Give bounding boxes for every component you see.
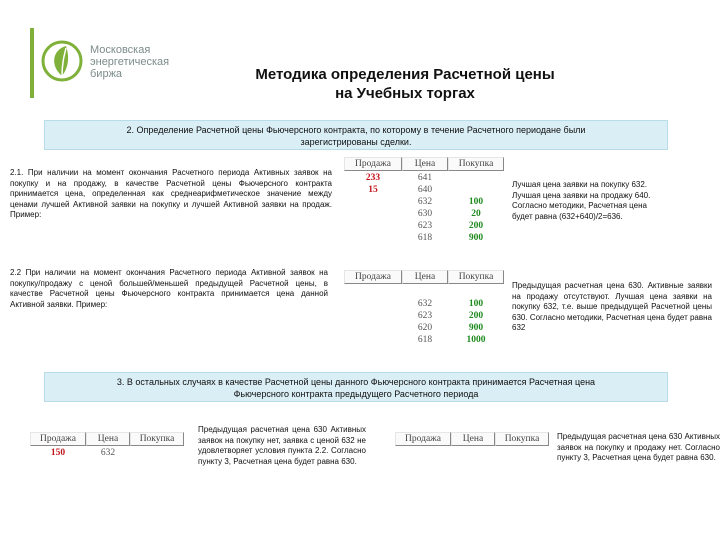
sell-value: 15 xyxy=(368,185,378,195)
buy-value: 1000 xyxy=(466,335,486,345)
case-3a-note: Предыдущая расчетная цена 630 Активных заявок на покупку нет, заявка с ценой 632 не удовлетворяет условия пункта 2.2. Согласно пункту 3, Расчетная цена будет равна 630. xyxy=(198,425,366,466)
price-value: 618 xyxy=(417,335,433,345)
price-value: 632 xyxy=(100,448,116,458)
buy-column xyxy=(448,298,504,346)
header-buy: Покупка xyxy=(448,270,504,284)
header-price: Цена xyxy=(86,432,130,446)
order-book-2-2 xyxy=(344,270,504,360)
buy-value: 900 xyxy=(468,323,484,333)
header-sell: Продажа xyxy=(344,270,402,284)
price-column xyxy=(402,172,448,244)
header-sell: Продажа xyxy=(395,432,451,446)
price-value: 623 xyxy=(417,221,433,231)
logo-text: Московская энергетическая биржа xyxy=(90,44,170,80)
header-buy: Покупка xyxy=(495,432,549,446)
buy-value: 200 xyxy=(468,311,484,321)
case-2-1-text: 2.1. При наличии на момент окончания Расчетного периода Активных заявок на покупку и на продажу, в качестве Расчетной цены Фьючерсного контракта принимается цена, определенная как среднеарифметическое значение между ценами лучшей Активной заявки на покупку и лучшей Активной заявки на продаж. Пример: xyxy=(10,168,332,219)
sell-column xyxy=(344,172,402,196)
case-2-2-text: 2.2 При наличии на момент окончания Расчетного периода Активной заявок на покупку/продажу с ценой большей/меньшей предыдущей Расчетной цены, в качестве Расчетной цены Фьючерсного контракта принимается цена данной Активной заявки. Пример: xyxy=(10,268,328,309)
buy-value: 20 xyxy=(471,209,481,219)
buy-value: 900 xyxy=(468,233,484,243)
price-value: 618 xyxy=(417,233,433,243)
price-value: 640 xyxy=(417,185,433,195)
header-price: Цена xyxy=(451,432,495,446)
order-book-3a xyxy=(30,432,184,468)
price-value: 630 xyxy=(417,209,433,219)
section-2-header: 2. Определение Расчетной цены Фьючерсного контракта, по которому в течение Расчетного периоданe были зарегистрированы сделки. xyxy=(44,120,668,150)
logo-accent-bar xyxy=(30,28,34,98)
section-3-header: 3. В остальных случаях в качестве Расчетной цены данного Фьючерсного контракта принимается Расчетная цена Фьючерсного контракта предыдущего Расчетного периода xyxy=(44,372,668,402)
sell-value: 233 xyxy=(365,173,381,183)
price-value: 641 xyxy=(417,173,433,183)
buy-value: 100 xyxy=(468,197,484,207)
exchange-logo xyxy=(30,28,202,98)
buy-value: 200 xyxy=(468,221,484,231)
price-value: 620 xyxy=(417,323,433,333)
price-value: 623 xyxy=(417,311,433,321)
header-buy: Покупка xyxy=(130,432,184,446)
header-sell: Продажа xyxy=(30,432,86,446)
price-value: 632 xyxy=(417,197,433,207)
order-book-2-1 xyxy=(344,157,504,257)
price-value: 632 xyxy=(417,299,433,309)
order-book-3b xyxy=(395,432,549,448)
header-sell: Продажа xyxy=(344,157,402,171)
case-3b-note: Предыдущая расчетная цена 630 Активных заявок на покупку и продажу нет. Согласно пункту 3, Расчетная цена будет равна 630. xyxy=(557,432,720,462)
buy-column xyxy=(448,196,504,244)
case-2-1-note: Лучшая цена заявки на покупку 632. Лучшая цена заявки на продажу 640. Согласно методики, Расчетная цена будет равна (632+640)/2=636. xyxy=(512,180,651,221)
page-title: Методика определения Расчетной цены на Учебных торгах xyxy=(255,66,555,102)
case-2-2-note: Предыдущая расчетная цена 630. Активные заявки на продажу отсутствуют. Лучшая цена заявки на покупку 632, т.е. выше предыдущей Расчетной цены 630. Согласно методики, Расчетная цена будет равна 632 xyxy=(512,281,712,332)
header-price: Цена xyxy=(402,270,448,284)
price-column xyxy=(402,298,448,346)
sell-value: 150 xyxy=(50,448,66,458)
header-price: Цена xyxy=(402,157,448,171)
header-buy: Покупка xyxy=(448,157,504,171)
buy-value: 100 xyxy=(468,299,484,309)
leaf-logo-icon xyxy=(40,36,84,86)
